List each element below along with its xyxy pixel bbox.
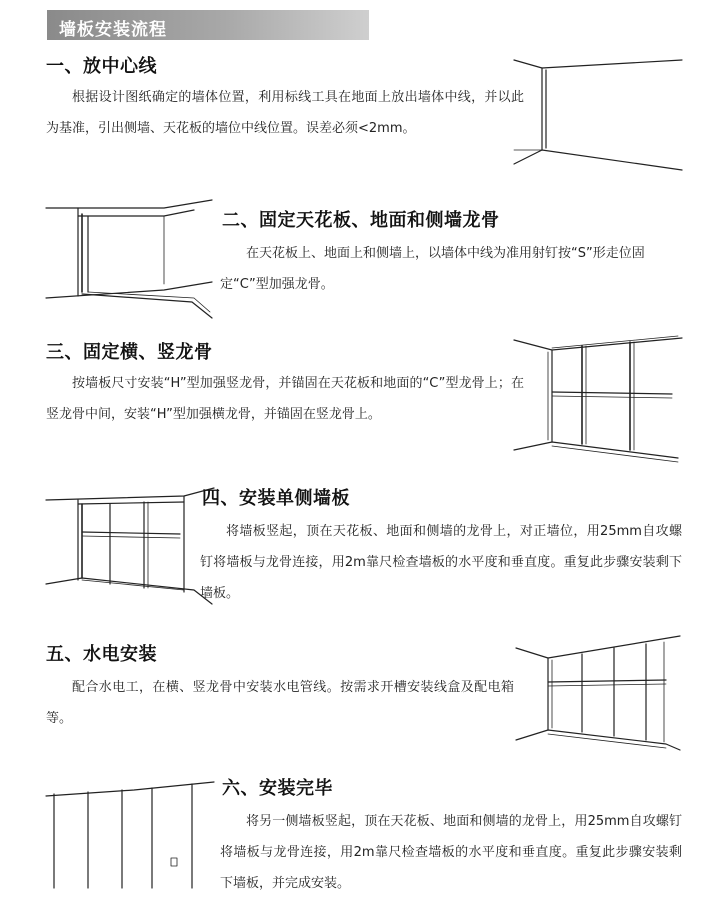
step-3-title: 三、固定横、竖龙骨 — [46, 342, 213, 363]
step-2-title: 二、固定天花板、地面和侧墙龙骨 — [222, 210, 500, 231]
section-header-title: 墙板安装流程 — [59, 20, 167, 40]
step-4-text: 将墙板竖起，顶在天花板、地面和侧墙的龙骨上，对正墙位，用25mm自攻螺钉将墙板与龙骨连接，用2m靠尺检查墙板的水平度和垂直度。重复此步骤安装剩下墙板。 — [200, 524, 682, 601]
step-6-text: 将另一侧墙板竖起，顶在天花板、地面和侧墙的龙骨上，用25mm自攻螺钉将墙板与龙骨连接，用2m靠尺检查墙板的水平度和垂直度。重复此步骤安装剩下墙板，并完成安装。 — [220, 814, 682, 891]
step-5-title: 五、水电安装 — [46, 644, 157, 665]
finished-wall-illustration-icon — [44, 778, 216, 890]
step-4-title: 四、安装单侧墙板 — [202, 488, 350, 509]
step-2-text: 在天花板上、地面上和侧墙上，以墙体中线为准用射钉按“S”形走位固定“C”型加强龙骨。 — [220, 246, 645, 292]
step-1-text: 根据设计图纸确定的墙体位置，利用标线工具在地面上放出墙体中线，并以此为基准，引出侧墙、天花板的墙位中线位置。误差必须<2mm。 — [46, 90, 524, 136]
room-centerline-illustration-icon — [512, 46, 684, 178]
stud-grid-illustration-icon — [512, 332, 684, 466]
step-6-title: 六、安装完毕 — [222, 778, 333, 799]
c-channel-frame-illustration-icon — [44, 192, 216, 326]
step-5-text: 配合水电工，在横、竖龙骨中安装水电管线。按需求开槽安装线盒及配电箱等。 — [46, 680, 514, 726]
step-3-text: 按墙板尺寸安装“H”型加强竖龙骨，并锚固在天花板和地面的“C”型龙骨上；在竖龙骨中间，安装“H”型加强横龙骨，并锚固在竖龙骨上。 — [46, 376, 524, 422]
step-1-title: 一、放中心线 — [46, 56, 157, 77]
section-header-bar — [47, 10, 369, 40]
single-side-panel-illustration-icon — [44, 480, 216, 614]
utility-installation-illustration-icon — [514, 628, 684, 754]
